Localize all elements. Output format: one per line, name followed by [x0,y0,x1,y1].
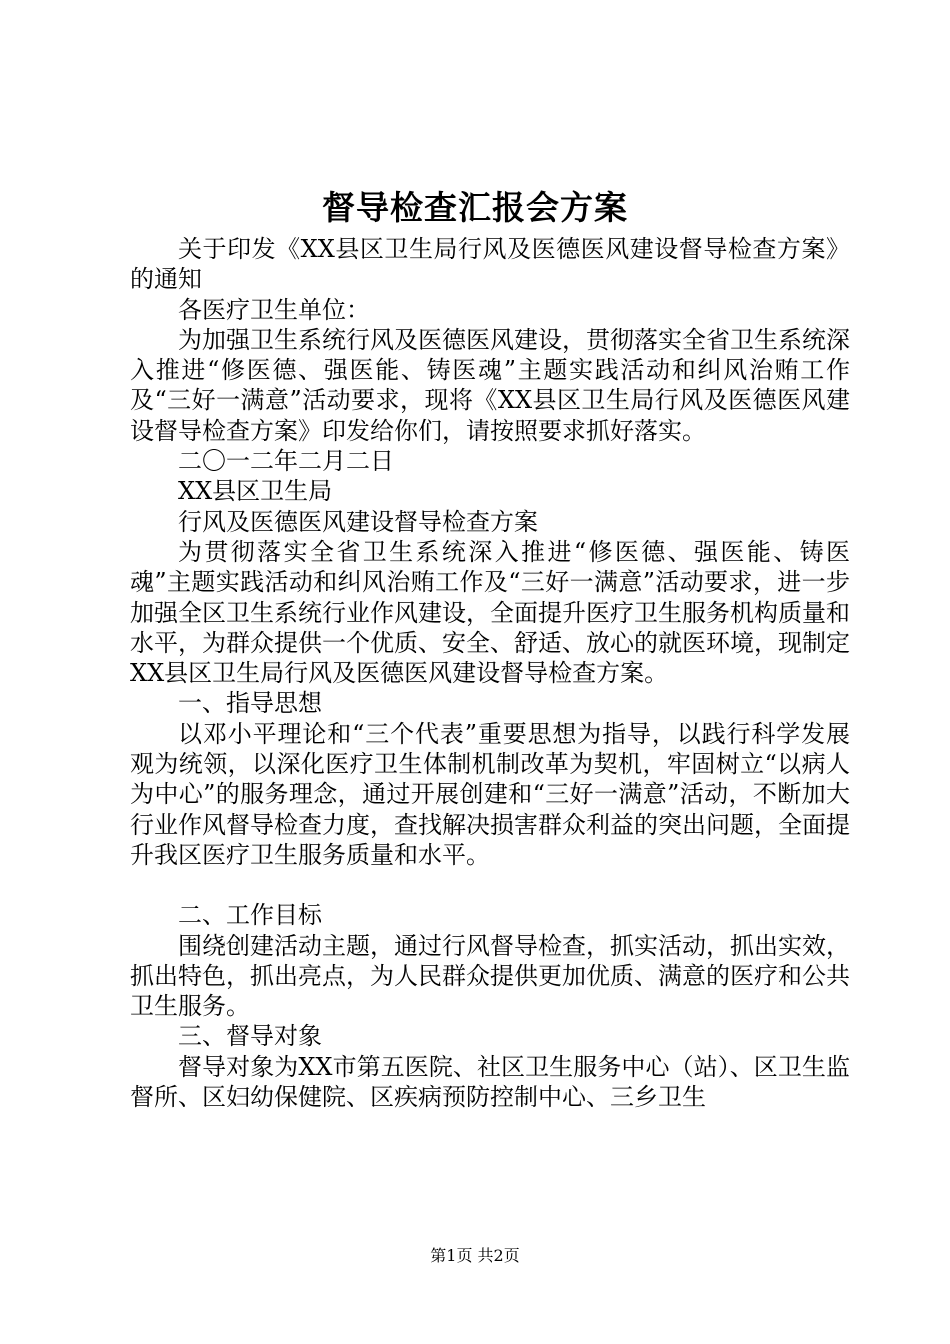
section-heading-supervision-targets: 三、督导对象 [178,1022,322,1051]
page-footer: 第1页 共2页 [430,1246,520,1265]
paragraph-plan-title: 行风及医德医风建设督导检查方案 [178,507,538,536]
paragraph-notice-title: 关于印发《XX县区卫生局行风及医德医风建设督导检查方案》的通知 [130,235,850,294]
paragraph-guiding-ideology: 以邓小平理论和“三个代表”重要思想为指导，以践行科学发展观为统领，以深化医疗卫生体制机制改革为契机，牢固树立“以病人为中心”的服务理念，通过开展创建和“三好一满意”活动，不断加大行业作风督导检查力度，查找解决损害群众利益的突出问题，全面提升我区医疗卫生服务质量和水平。 [130,719,850,869]
document-body [130,234,850,1112]
section-heading-guiding-ideology: 一、指导思想 [178,689,322,718]
paragraph-addressee: 各医疗卫生单位： [178,295,370,324]
document-title: 督导检查汇报会方案 [322,188,628,227]
paragraph-supervision-targets: 督导对象为XX市第五医院、社区卫生服务中心（站）、区卫生监督所、区妇幼保健院、区疾病预防控制中心、三乡卫生 [130,1052,850,1112]
paragraph-date: 二〇一二年二月二日 [178,447,394,476]
paragraph-plan-intro: 为贯彻落实全省卫生系统深入推进“修医德、强医能、铸医魂”主题实践活动和纠风治贿工作及“三好一满意”活动要求，进一步加强全区卫生系统行业作风建设，全面提升医疗卫生服务机构质量和水平，为群众提供一个优质、安全、舒适、放心的就医环境，现制定XX县区卫生局行风及医德医风建设督导检查方案。 [130,537,850,688]
paragraph-work-goals: 围绕创建活动主题，通过行风督导检查，抓实活动，抓出实效，抓出特色，抓出亮点，为人民群众提供更加优质、满意的医疗和公共卫生服务。 [130,931,850,1021]
paragraph-notice-body: 为加强卫生系统行风及医德医风建设，贯彻落实全省卫生系统深入推进“修医德、强医能、铸医魂”主题实践活动和纠风治贿工作及“三好一满意”活动要求，现将《XX县区卫生局行风及医德医风建设督导检查方案》印发给你们，请按照要求抓好落实。 [130,325,850,445]
paragraph-issuer: XX县区卫生局 [178,477,333,506]
section-heading-work-goals: 二、工作目标 [178,901,322,930]
